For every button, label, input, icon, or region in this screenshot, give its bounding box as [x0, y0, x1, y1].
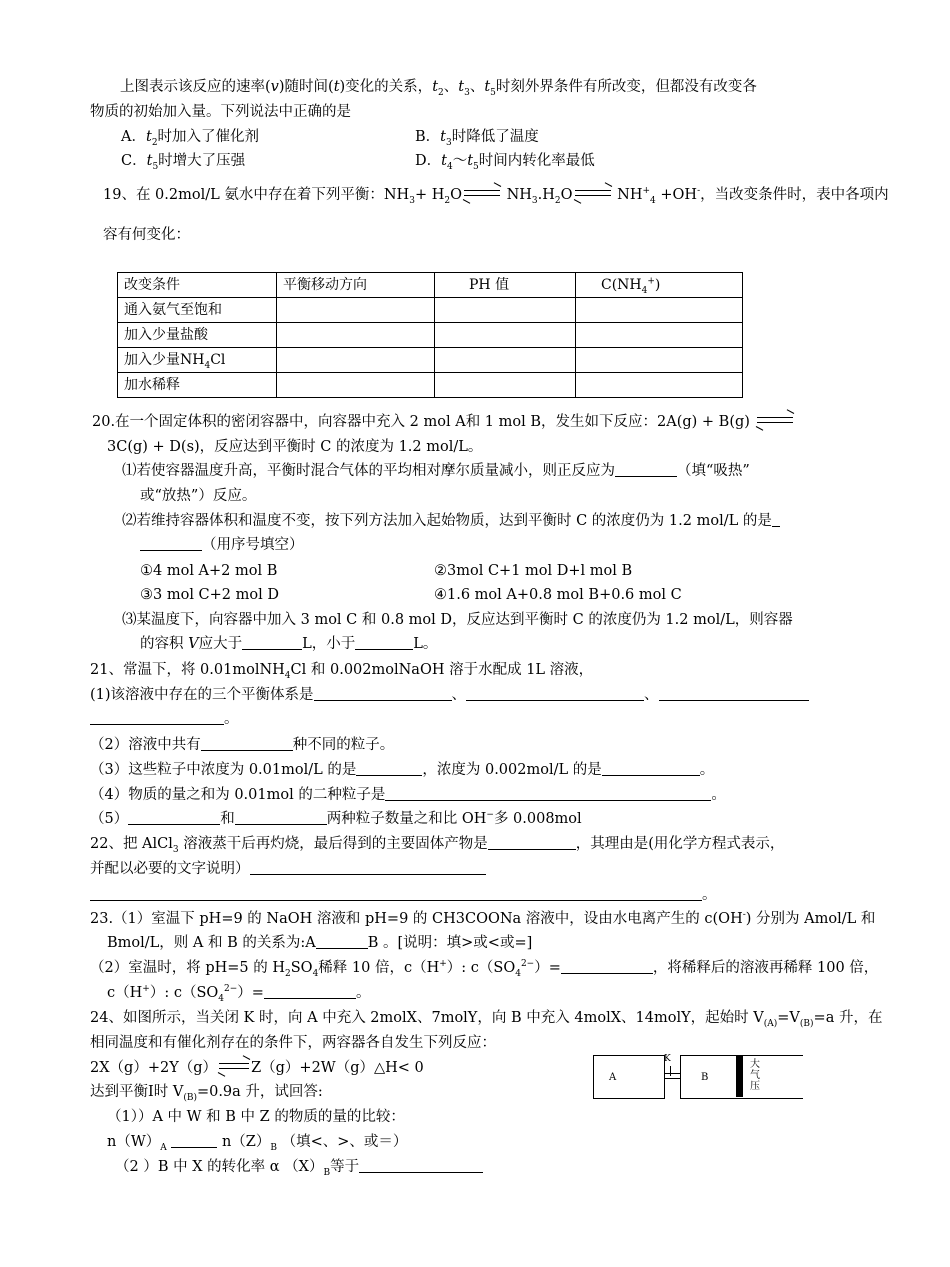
q23-ratio-blank-2[interactable]	[264, 984, 356, 999]
q22-reason-line2: 。	[90, 885, 717, 906]
table-cell-answer[interactable]	[576, 373, 743, 398]
q19-condition-table	[117, 272, 743, 398]
q21-equilibrium-blank-3-cont[interactable]	[90, 710, 224, 725]
q24-part1-compare: $n(W)_A$ $n(Z)_B$ （填<、>、或＝）	[107, 1134, 408, 1153]
q22-reason-blank[interactable]	[250, 860, 486, 875]
q23-part1-line1: 23.（1）室温下 pH=9 的 NaOH 溶液和 pH=9 的 CH3COONa 溶液中，设由水电离产生的 c(OH-) 分别为 Amol/L 和	[90, 910, 876, 927]
q19-stem-line1: 19、在 0.2mol/L 氨水中存在着下列平衡：$NH_3+ H_2O$ $NH_3.H_2O$ $NH^+_4 +OH^-$，当改变条件时，表中各项内	[103, 185, 889, 206]
container-b-label: B	[701, 1072, 709, 1083]
q21-part4: （4）物质的量之和为 0.01mol 的二种粒子是 。	[90, 787, 726, 803]
table-cell-answer[interactable]	[435, 323, 576, 348]
q24-stem-line4: 达到平衡Ⅰ时 $V_{(B)}=0.9a$ 升，试回答:	[90, 1084, 323, 1103]
q21-part5: （5） 和 两种粒子数量之和比 OH−多 0.008mol	[90, 810, 582, 827]
q20-part2-line1: ⑵若维持容器体积和温度不变，按下列方法加入起始物质，达到平衡时 C 的浓度仍为 1.2 mol/L 的是	[122, 511, 780, 532]
q20-choice-1: ①4 mol A+2 mol B	[140, 563, 278, 579]
q24-stem-line2: 相同温度和有催化剂存在的条件下，两容器各自发生下列反应：	[90, 1035, 496, 1051]
q20-choice-3: ③3 mol C+2 mol D	[140, 587, 279, 603]
valve-k-label: K	[664, 1054, 671, 1064]
table-cell-answer[interactable]	[277, 348, 435, 373]
table-header-cell: $C(NH_4^+)$	[576, 273, 743, 298]
q21-particle-a-blank[interactable]	[128, 810, 220, 825]
q20-part1-line2: 或“放热”）反应。	[140, 488, 257, 504]
q21-part3: （3）这些粒子中浓度为 0.01mol/L 的是 ，浓度为 0.002mol/L 的是 。	[90, 762, 715, 778]
q20-part1-line1: ⑴若使容器温度升高，平衡时混合气体的平均相对摩尔质量减小，则正反应为 （填“吸热”	[122, 463, 750, 479]
q22-product-blank[interactable]	[488, 835, 576, 850]
q18-option-a: A．$t_2$时加入了催化剂	[121, 129, 260, 148]
q20-part3-line1: ⑶某温度下，向容器中加入 3 mol C 和 0.8 mol D，反应达到平衡时 C 的浓度仍为 1.2 mol/L，则容器	[122, 612, 793, 628]
q24-container-diagram	[593, 1055, 803, 1100]
table-header-cell: 改变条件	[118, 273, 277, 298]
q24-part2: （2 ）B 中 X 的转化率 α $(X)_B$等于	[115, 1157, 483, 1178]
table-row	[118, 298, 743, 323]
table-cell: 通入氨气至饱和	[118, 298, 277, 323]
q21-stem: 21、常温下，将 0.01molNH$_4$Cl 和 0.002molNaOH 溶于水配成 1L 溶液，	[90, 662, 594, 681]
table-header-row	[118, 273, 743, 298]
table-cell: 加入少量$NH_4Cl$	[118, 348, 277, 373]
q20-part2-answer-blank[interactable]	[140, 536, 202, 551]
q18-intro-line1: 上图表示该反应的速率(v)随时间(t)变化的关系，$t_2$、$t_3$、$t_5$时刻外界条件有所改变，但都没有改变各	[120, 79, 757, 98]
atmospheric-pressure-label: 大 气 压	[750, 1059, 760, 1092]
q24-equation: 2X（g）+2Y（g） Z（g）+2W（g）△H< 0	[90, 1058, 424, 1079]
q23-ratio-blank-1[interactable]	[561, 959, 653, 974]
table-row	[118, 323, 743, 348]
equilibrium-arrow-icon	[217, 1060, 251, 1074]
table-cell: 加水稀释	[118, 373, 277, 398]
q21-conc-0002-blank[interactable]	[602, 761, 700, 776]
table-cell-answer[interactable]	[435, 373, 576, 398]
q22-stem-line1: 22、把 AlCl$_3$ 溶液蒸干后再灼烧，最后得到的主要固体产物是 ，其理由是(用化学方程式表示，	[90, 836, 785, 855]
table-cell-answer[interactable]	[435, 348, 576, 373]
q23-part2-line2: c（H+）: $c(SO_4^{2-})=$ 。	[107, 984, 371, 1004]
q18-intro-line2: 物质的初始加入量。下列说法中正确的是	[90, 104, 351, 120]
equilibrium-arrow-icon	[573, 187, 613, 201]
q24-compare-blank[interactable]	[171, 1133, 217, 1148]
connecting-pipe	[664, 1073, 680, 1079]
q21-conc-001-blank[interactable]	[356, 761, 422, 776]
table-cell-answer[interactable]	[277, 323, 435, 348]
q20-choice-2: ②3mol C+1 mol D+l mol B	[434, 563, 633, 579]
q21-particle-b-blank[interactable]	[235, 810, 327, 825]
table-row	[118, 373, 743, 398]
q20-part2-line2: （用序号填空）	[140, 535, 304, 556]
table-cell: 加入少量盐酸	[118, 323, 277, 348]
equilibrium-arrow-icon	[462, 187, 502, 201]
table-header-cell: PH 值	[435, 273, 576, 298]
q21-part1: (1)该溶液中存在的三个平衡体系是 、 、	[90, 685, 809, 706]
q20-choice-4: ④1.6 mol A+0.8 mol B+0.6 mol C	[434, 587, 682, 603]
q21-equilibrium-blank-1[interactable]	[314, 686, 452, 701]
q20-stem-line2: 3C(g) + D(s)，反应达到平衡时 C 的浓度为 1.2 mol/L。	[107, 439, 483, 455]
q23-relation-blank[interactable]	[316, 934, 368, 949]
q18-option-b: B．$t_3$时降低了温度	[415, 129, 539, 148]
equilibrium-arrow-icon	[755, 414, 795, 428]
table-header-cell: 平衡移动方向	[277, 273, 435, 298]
table-cell-answer[interactable]	[277, 373, 435, 398]
table-cell-answer[interactable]	[277, 298, 435, 323]
q22-reason-blank-2[interactable]	[90, 886, 702, 901]
table-cell-answer[interactable]	[576, 323, 743, 348]
q20-part3-line2: 的容积 V应大于 L，小于 L。	[140, 636, 438, 652]
q21-part1-cont: 。	[90, 709, 239, 730]
table-cell-answer[interactable]	[576, 298, 743, 323]
table-cell-answer[interactable]	[576, 348, 743, 373]
q21-equilibrium-blank-3[interactable]	[659, 686, 809, 701]
table-row	[118, 348, 743, 373]
q22-stem-line2: 并配以必要的文字说明）	[90, 859, 486, 880]
q20-volume-max-blank[interactable]	[355, 635, 413, 650]
q20-volume-min-blank[interactable]	[242, 635, 302, 650]
q24-stem-line1: 24、如图所示，当关闭 K 时，向 A 中充入 2molX、7molY，向 B 中充入 4molX、14molY，起始时 $V_{(A)}=V_{(B)}=a$ 升，在	[90, 1010, 883, 1029]
q18-option-c: C．$t_5$时增大了压强	[121, 153, 246, 172]
container-a-label: A	[609, 1072, 617, 1083]
q19-stem-line2: 容有何变化：	[103, 227, 190, 243]
q18-option-d: D．$t_4\sim t_5$时间内转化率最低	[415, 153, 595, 172]
q20-part1-answer-blank[interactable]	[615, 462, 677, 477]
piston-icon	[736, 1056, 743, 1097]
q23-part1-line2: Bmol/L，则 A 和 B 的关系为:A B 。[说明：填>或<或=]	[107, 935, 533, 951]
q21-part2: （2）溶液中共有 种不同的粒子。	[90, 737, 395, 753]
q20-part2-answer-blank[interactable]	[772, 512, 780, 527]
table-cell-answer[interactable]	[435, 298, 576, 323]
q21-particle-count-blank[interactable]	[201, 736, 293, 751]
valve-k-icon	[670, 1066, 671, 1076]
q21-equilibrium-blank-2[interactable]	[466, 686, 644, 701]
q24-conversion-blank[interactable]	[359, 1158, 483, 1173]
container-a	[593, 1055, 665, 1099]
q23-part2-line1: （2）室温时，将 pH=5 的 $H_2SO_4$稀释 10 倍，c（H+）: $c(SO_4^{2-})=$ ，将稀释后的溶液再稀释 100 倍，	[90, 959, 879, 979]
q21-two-particles-blank[interactable]	[385, 786, 711, 801]
q24-part1: （1））A 中 W 和 B 中 Z 的物质的量的比较：	[107, 1109, 405, 1125]
q20-stem-line1: 20.在一个固定体积的密闭容器中，向容器中充入 2 mol A和 1 mol B，发生如下反应：2A(g) + B(g)	[92, 412, 795, 433]
